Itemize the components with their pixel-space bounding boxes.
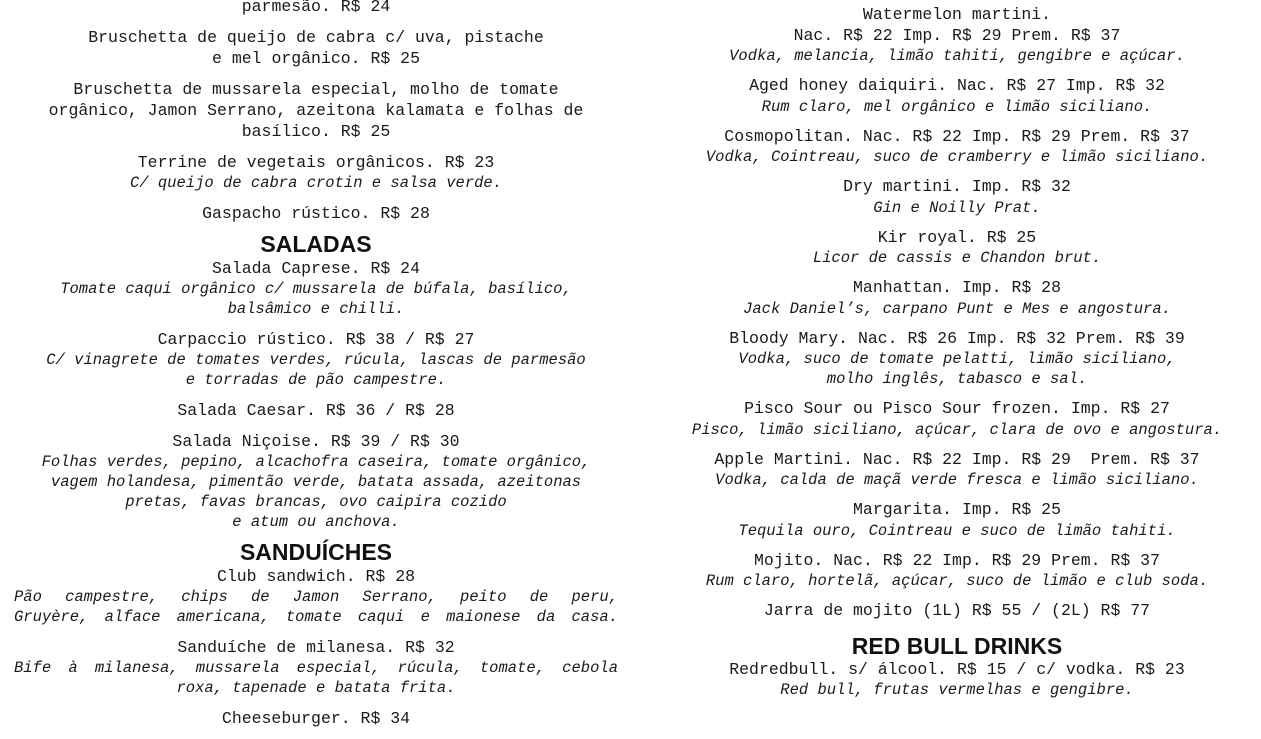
item-title-line: Salada Niçoise. R$ 39 / R$ 30: [172, 432, 460, 451]
drink-item: [660, 177, 1254, 218]
item-title-line: Terrine de vegetais orgânicos. R$ 23: [137, 153, 495, 172]
menu-item: [14, 637, 618, 698]
drink-item: [660, 5, 1254, 66]
menu-item: [14, 152, 618, 193]
right-menu-column: [660, 5, 1254, 710]
item-title-line: parmesão. R$ 24: [241, 0, 391, 16]
item-title-line: Aged honey daiquiri. Nac. R$ 27 Imp. R$ 32: [749, 76, 1165, 95]
item-description: Red bull, frutas vermelhas e gengibre.: [780, 681, 1134, 699]
item-description: Vodka, suco de tomate pelatti, limão siciliano,: [738, 350, 1176, 368]
menu-item: [14, 400, 618, 421]
item-title-line: Bruschetta de queijo de cabra c/ uva, pistache: [88, 28, 544, 47]
item-description: balsâmico e chilli.: [227, 300, 405, 318]
drink-item: [660, 551, 1254, 592]
section-title-saladas: SALADAS: [260, 231, 372, 257]
item-description: Vodka, calda de maçã verde fresca e limão siciliano.: [715, 471, 1199, 489]
item-description: Pão campestre, chips de Jamon Serrano, peito de peru,: [14, 588, 618, 606]
item-title-line: Carpaccio rústico. R$ 38 / R$ 27: [157, 330, 475, 349]
drink-item: [660, 278, 1254, 319]
item-description: e torradas de pão campestre.: [185, 371, 447, 389]
drink-item: [660, 329, 1254, 390]
item-description: Tequila ouro, Cointreau e suco de limão tahiti.: [738, 521, 1176, 540]
item-title-line: orgânico, Jamon Serrano, azeitona kalamata e folhas de: [48, 101, 584, 120]
menu-item: [14, 708, 618, 729]
item-title-line: Cheeseburger. R$ 34: [221, 709, 411, 728]
item-title-line: Bloody Mary. Nac. R$ 26 Imp. R$ 32 Prem. R$ 39: [729, 328, 1185, 348]
item-title-line: Nac. R$ 22 Imp. R$ 29 Prem. R$ 37: [793, 25, 1121, 45]
item-title-line: Dry martini. Imp. R$ 32: [843, 177, 1071, 196]
menu-item: [14, 79, 618, 142]
item-description: Bife à milanesa, mussarela especial, rúcula, tomate, cebola: [14, 659, 618, 677]
item-description: Vodka, melancia, limão tahiti, gengibre e açúcar.: [729, 47, 1185, 65]
item-description: Jack Daniel’s, carpano Punt e Mes e angostura.: [743, 299, 1171, 318]
menu-item: [14, 203, 618, 224]
menu-item: [14, 566, 618, 627]
item-description: Tomate caqui orgânico c/ mussarela de búfala, basílico,: [60, 280, 572, 298]
item-title-line: Kir royal. R$ 25: [877, 227, 1037, 247]
item-title-line: Apple Martini. Nac. R$ 22 Imp. R$ 29 Prem. R$ 37: [714, 449, 1200, 469]
item-title-line: Jarra de mojito (1L) R$ 55 / (2L) R$ 77: [763, 601, 1151, 620]
item-title-line: Manhattan. Imp. R$ 28: [853, 278, 1061, 297]
item-title-line: Mojito. Nac. R$ 22 Imp. R$ 29 Prem. R$ 37: [754, 550, 1160, 570]
item-title-line: Bruschetta de mussarela especial, molho de tomate: [73, 80, 559, 99]
item-title-line: Pisco Sour ou Pisco Sour frozen. Imp. R$ 27: [744, 399, 1170, 418]
section-title-red-bull-drinks: RED BULL DRINKS: [851, 632, 1063, 659]
item-description: Gruyère, alface americana, tomate caqui e maionese da casa.: [14, 608, 618, 626]
item-title-line: Cosmopolitan. Nac. R$ 22 Imp. R$ 29 Prem. R$ 37: [724, 126, 1190, 146]
drink-item: [660, 399, 1254, 440]
item-description: Licor de cassis e Chandon brut.: [812, 249, 1102, 267]
item-description: Rum claro, hortelã, açúcar, suco de limão e club soda.: [705, 572, 1209, 590]
item-title-line: Margarita. Imp. R$ 25: [853, 500, 1061, 519]
item-title-line: basílico. R$ 25: [241, 122, 391, 141]
drink-item: [660, 660, 1254, 701]
menu-item: [14, 431, 618, 532]
item-description: vagem holandesa, pimentão verde, batata assada, azeitonas: [50, 473, 582, 491]
drink-item: [660, 500, 1254, 541]
item-description: Gin e Noilly Prat.: [873, 198, 1041, 217]
item-title-line: Club sandwich. R$ 28: [216, 567, 416, 586]
item-description: e atum ou anchova.: [232, 513, 400, 531]
drink-item: [660, 127, 1254, 168]
item-title-line: Watermelon martini.: [862, 5, 1052, 24]
item-description: C/ vinagrete de tomates verdes, rúcula, lascas de parmesão: [46, 351, 586, 369]
menu-item: [14, 258, 618, 319]
item-description: Pisco, limão siciliano, açúcar, clara de ovo e angostura.: [691, 420, 1223, 439]
item-title-line: e mel orgânico. R$ 25: [212, 49, 420, 68]
item-description: roxa, tapenade e batata frita.: [176, 679, 456, 697]
menu-item: [14, 0, 618, 17]
item-title-line: Sanduíche de milanesa. R$ 32: [177, 638, 455, 657]
item-description: molho inglês, tabasco e sal.: [826, 370, 1088, 388]
item-title-line: Salada Caesar. R$ 36 / R$ 28: [177, 401, 455, 420]
item-title-line: Salada Caprese. R$ 24: [212, 259, 420, 278]
item-description: pretas, favas brancas, ovo caipira cozido: [125, 493, 507, 511]
item-title-line: Gaspacho rústico. R$ 28: [202, 204, 430, 223]
drink-item: [660, 76, 1254, 117]
item-description: Rum claro, mel orgânico e limão siciliano.: [761, 97, 1153, 116]
item-description: C/ queijo de cabra crotin e salsa verde.: [129, 174, 503, 192]
item-description: Folhas verdes, pepino, alcachofra caseira, tomate orgânico,: [41, 453, 591, 471]
drink-item: [660, 228, 1254, 269]
menu-item: [14, 27, 618, 69]
item-title-line: Redredbull. s/ álcool. R$ 15 / c/ vodka. R$ 23: [729, 659, 1185, 679]
left-menu-column: [14, 0, 618, 739]
drink-item: [660, 601, 1254, 622]
section-title-sanduiches: SANDUÍCHES: [239, 539, 393, 565]
item-description: Vodka, Cointreau, suco de cramberry e limão siciliano.: [705, 148, 1209, 166]
menu-item: [14, 329, 618, 390]
drink-item: [660, 450, 1254, 491]
